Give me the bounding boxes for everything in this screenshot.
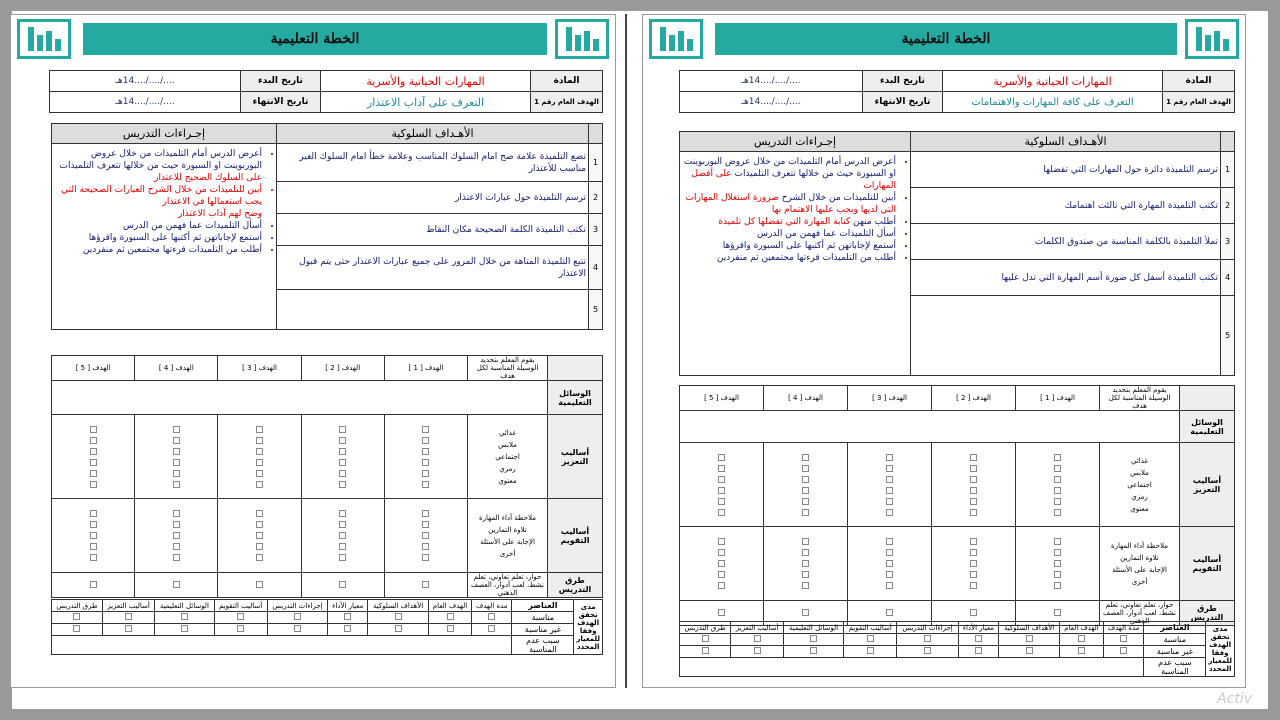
checkbox[interactable]: [339, 426, 346, 433]
info-table: [49, 70, 603, 113]
goal-col-header: الهدف [ 4 ]: [764, 386, 848, 411]
goal-col-header: الهدف [ 2 ]: [301, 356, 384, 381]
end-date-value[interactable]: ..../..../....14هـ: [50, 92, 241, 113]
checkbox[interactable]: [970, 476, 977, 483]
goal-item: ترسم التلميذة حول عبارات الاعتذار: [277, 182, 589, 214]
procedure-item: • أسأل التلميذات عما فهمن من الدرس: [54, 220, 262, 232]
checkbox[interactable]: [867, 647, 874, 654]
checkbox[interactable]: [1054, 476, 1061, 483]
criteria-col: أساليب التعزيز: [731, 622, 784, 634]
checkbox[interactable]: [1026, 647, 1033, 654]
checkbox[interactable]: [886, 498, 893, 505]
start-date-value[interactable]: ..../..../....14هـ: [50, 71, 241, 92]
procedure-item: • أسأل التلميذات عما فهمن من الدرس: [682, 228, 896, 240]
checkbox[interactable]: [73, 613, 80, 620]
subject-label: المادة: [1163, 71, 1235, 92]
checkbox[interactable]: [1120, 647, 1127, 654]
criteria-col: الأهداف السلوكية: [998, 622, 1059, 634]
criteria-table: [51, 599, 603, 655]
page-title: الخطة التعليمية: [83, 23, 547, 55]
checkbox[interactable]: [344, 613, 351, 620]
criteria-col: أساليب التقويم: [843, 622, 897, 634]
checkbox[interactable]: [886, 549, 893, 556]
checkbox[interactable]: [90, 521, 97, 528]
criteria-col: إجراءات التدريس: [267, 600, 328, 612]
logo-icon: [1185, 19, 1239, 59]
checkbox[interactable]: [970, 454, 977, 461]
procedure-item: • أعرض الدرس أمام التلميذات من خلال عروض البوربوينت او السبورة حيث من خلالها تتعرف التلميذات على أفضل المهارات: [682, 156, 896, 192]
eval-row-label: أساليب التقويم: [1180, 527, 1235, 601]
checkbox[interactable]: [718, 487, 725, 494]
watermark-text: Activ: [1217, 691, 1252, 707]
goals-table: الأهـداف السلوكية إجـراءات التدريس 1 تضع التلميذة علامة صح امام السلوك المناسب وعلامة خطأ امام السلوك الغير مناسب للأعتذار • أعرض الدرس أمام التلميذات من خلال عروض البوربوينت او السبورة حيث من خلالها تتعرف التلميذات على السلوك الصحيح للاعتذار • أبين للتلميذات من خلال الشرح العبارات الصحيحة التي يجب استعمالها في الاعتذار وضح لهم آداب الاعتذار • أسأل التلميذات عما فهمن من الدرس • أستمع لإجاباتهن ثم أكتبها على السبورة واقرؤها • أطلب من التلميذات قرءتها مجتمعين ثم منفردين 2 ترسم التلميذة حول عبارات الاعتذار 3 تكتب التلميذة الكلمة الصحيحة مكان النقاط 4 تتبع التلميذة المتاهة من خلال المرور على جميع عبارات الاعتذار حتى يتم قبول الاعتذار 5: [51, 123, 603, 330]
checkbox[interactable]: [344, 625, 351, 632]
checkbox[interactable]: [256, 510, 263, 517]
checkbox[interactable]: [970, 509, 977, 516]
checkbox[interactable]: [886, 609, 893, 616]
checkbox[interactable]: [173, 510, 180, 517]
checkbox[interactable]: [256, 554, 263, 561]
criteria-header: العناصر: [512, 600, 574, 612]
criteria-side-label: مدى تحقق الهدف وفقا للمعيار المحدد: [1206, 622, 1235, 677]
goal-item: تكتب التلميذة أسفل كل صورة أسم المهارة التي تدل عليها: [911, 260, 1221, 296]
checkbox[interactable]: [886, 476, 893, 483]
criteria-col: الوسائل التعليمية: [784, 622, 844, 634]
checkbox[interactable]: [422, 532, 429, 539]
checkbox[interactable]: [886, 560, 893, 567]
checkbox[interactable]: [1054, 609, 1061, 616]
checkbox[interactable]: [422, 581, 429, 588]
procedure-item: • أطلب من التلميذات قرءتها مجتمعين ثم منفردين: [682, 252, 896, 264]
checkbox[interactable]: [886, 454, 893, 461]
methods-row-label: طرق التدريس: [548, 573, 603, 598]
goals-header: الأهـداف السلوكية: [277, 124, 589, 144]
methods-text: حوار، تعلم تعاوني، تعلم نشط، لعب أدوار، العصف الذهني: [468, 573, 548, 598]
grid-corner-note: يقوم المعلم بتحديد الوسيلة المناسبة لكل هدف: [468, 356, 548, 381]
checkbox[interactable]: [1078, 635, 1085, 642]
checkbox[interactable]: [90, 581, 97, 588]
checkbox[interactable]: [422, 437, 429, 444]
criteria-col: مدة الهدف: [1103, 622, 1144, 634]
checkbox[interactable]: [810, 647, 817, 654]
checkbox[interactable]: [970, 560, 977, 567]
checkbox[interactable]: [90, 532, 97, 539]
checkbox[interactable]: [970, 465, 977, 472]
end-date-label: تاريخ الانتهاء: [863, 92, 943, 113]
evaluation-grid: [51, 355, 603, 598]
checkbox[interactable]: [173, 521, 180, 528]
checkbox[interactable]: [802, 454, 809, 461]
procedure-item: • أطلب من التلميذات قرءتها مجتمعين ثم منفردين: [54, 244, 262, 256]
checkbox[interactable]: [90, 448, 97, 455]
checkbox[interactable]: [970, 609, 977, 616]
checkbox[interactable]: [718, 465, 725, 472]
goal-label: الهدف العام رقم 1: [531, 92, 603, 113]
goal-col-header: الهدف [ 3 ]: [218, 356, 301, 381]
start-date-label: تاريخ البدء: [863, 71, 943, 92]
checkbox[interactable]: [339, 543, 346, 550]
checkbox[interactable]: [970, 571, 977, 578]
checkbox[interactable]: [1054, 509, 1061, 516]
criteria-col: مدة الهدف: [472, 600, 512, 612]
procedure-item: • أستمع لإجاباتهن ثم أكتبها على السبورة واقرؤها: [54, 232, 262, 244]
checkbox[interactable]: [256, 470, 263, 477]
checkbox[interactable]: [173, 437, 180, 444]
goal-item: [277, 290, 589, 330]
checkbox[interactable]: [1054, 454, 1061, 461]
checkbox[interactable]: [256, 581, 263, 588]
goal-item: تتبع التلميذة المتاهة من خلال المرور على جميع عبارات الاعتذار حتى يتم قبول الاعتذار: [277, 246, 589, 290]
checkbox[interactable]: [754, 635, 761, 642]
logo-icon: [17, 19, 71, 59]
start-date-value[interactable]: ..../..../....14هـ: [680, 71, 863, 92]
checkbox[interactable]: [90, 543, 97, 550]
reinforce-row-label: أساليب التعزيز: [548, 415, 603, 499]
plan-page-left: [10, 14, 616, 688]
criteria-header: العناصر: [1144, 622, 1206, 634]
goals-table: الأهـداف السلوكية إجـراءات التدريس 1 ترسم التلميذة دائرة حول المهارات التي تفضلها • أعرض الدرس أمام التلميذات من خلال عروض البوربوينت او السبورة حيث من خلالها تتعرف التلميذات على أفضل المهارات • أبين للتلميذات من خلال الشرح ضرورة استغلال المهارات التي لديها ويجب عليها الاهتمام بها • أطلب منهن كتابة المهارة التي تفضلها كل تلميذة • أسأل التلميذات عما فهمن من الدرس • أستمع لإجاباتهن ثم أكتبها على السبورة واقرؤها • أطلب من التلميذات قرءتها مجتمعين ثم منفردين 2 تكتب التلميذة المهارة التي تالئت اهتمامك 3 تملأ التلميذة بالكلمة المناسبة من صندوق الكلمات 4 تكتب التلميذة أسفل كل صورة أسم المهارة التي تدل عليها 5: [679, 131, 1235, 376]
checkbox[interactable]: [181, 625, 188, 632]
checkbox[interactable]: [422, 470, 429, 477]
goal-value: التعرف على آداب الاعتذار: [321, 92, 531, 113]
info-table: [679, 70, 1235, 113]
checkbox[interactable]: [802, 549, 809, 556]
checkbox[interactable]: [970, 487, 977, 494]
checkbox[interactable]: [90, 426, 97, 433]
end-date-label: تاريخ الانتهاء: [241, 92, 321, 113]
checkbox[interactable]: [802, 571, 809, 578]
checkbox[interactable]: [924, 635, 931, 642]
checkbox[interactable]: [173, 581, 180, 588]
procedures-list: [52, 144, 277, 330]
goal-col-header: الهدف [ 3 ]: [848, 386, 932, 411]
checkbox[interactable]: [339, 521, 346, 528]
procedures-header: إجـراءات التدريس: [680, 132, 911, 152]
checkbox[interactable]: [1054, 538, 1061, 545]
checkbox[interactable]: [867, 635, 874, 642]
criteria-col: أساليب التعزيز: [102, 600, 154, 612]
page-title: الخطة التعليمية: [715, 23, 1177, 55]
checkbox[interactable]: [1078, 647, 1085, 654]
criteria-col: أساليب التقويم: [214, 600, 267, 612]
subject-label: المادة: [531, 71, 603, 92]
checkbox[interactable]: [802, 609, 809, 616]
checkbox[interactable]: [256, 459, 263, 466]
checkbox[interactable]: [886, 582, 893, 589]
criteria-row: غير مناسبة: [512, 624, 574, 636]
checkbox[interactable]: [718, 476, 725, 483]
eval-row-label: أساليب التقويم: [548, 499, 603, 573]
checkbox[interactable]: [447, 613, 454, 620]
checkbox[interactable]: [1054, 498, 1061, 505]
checkbox[interactable]: [1120, 635, 1127, 642]
checkbox[interactable]: [718, 609, 725, 616]
goal-col-header: الهدف [ 1 ]: [1016, 386, 1100, 411]
procedures-list: [680, 152, 911, 376]
checkbox[interactable]: [886, 538, 893, 545]
checkbox[interactable]: [339, 510, 346, 517]
checkbox[interactable]: [256, 448, 263, 455]
checkbox[interactable]: [718, 571, 725, 578]
criteria-col: إجراءات التدريس: [897, 622, 958, 634]
checkbox[interactable]: [90, 554, 97, 561]
checkbox[interactable]: [802, 582, 809, 589]
checkbox[interactable]: [90, 470, 97, 477]
criteria-col: طرق التدريس: [680, 622, 731, 634]
checkbox[interactable]: [970, 582, 977, 589]
checkbox[interactable]: [970, 538, 977, 545]
checkbox[interactable]: [802, 465, 809, 472]
checkbox[interactable]: [237, 613, 244, 620]
checkbox[interactable]: [422, 543, 429, 550]
checkbox[interactable]: [173, 481, 180, 488]
goal-item: تملأ التلميذة بالكلمة المناسبة من صندوق الكلمات: [911, 224, 1221, 260]
procedure-item: • أبين للتلميذات من خلال الشرح العبارات الصحيحة التي يجب استعمالها في الاعتذار: [54, 184, 262, 208]
checkbox[interactable]: [125, 625, 132, 632]
checkbox[interactable]: [488, 613, 495, 620]
checkbox[interactable]: [718, 549, 725, 556]
criteria-col: الهدف العام: [428, 600, 471, 612]
checkbox[interactable]: [702, 647, 709, 654]
checkbox[interactable]: [975, 635, 982, 642]
checkbox[interactable]: [886, 509, 893, 516]
checkbox[interactable]: [970, 498, 977, 505]
logo-icon: [649, 19, 703, 59]
checkbox[interactable]: [718, 582, 725, 589]
criteria-row: مناسبة: [1144, 634, 1206, 646]
evaluation-grid: [679, 385, 1235, 626]
checkbox[interactable]: [90, 481, 97, 488]
checkbox[interactable]: [294, 625, 301, 632]
grid-corner-note: يقوم المعلم بتحديد الوسيلة المناسبة لكل هدف: [1100, 386, 1180, 411]
checkbox[interactable]: [90, 510, 97, 517]
methods-text: حوار، تعلم تعاوني، تعلم نشط، لعب أدوار، العصف الذهني: [1100, 601, 1180, 626]
checkbox[interactable]: [802, 509, 809, 516]
checkbox[interactable]: [294, 613, 301, 620]
procedure-item: • أستمع لإجاباتهن ثم أكتبها على السبورة واقرؤها: [682, 240, 896, 252]
subject-value: المهارات الحياتية والأسرية: [321, 71, 531, 92]
checkbox[interactable]: [173, 532, 180, 539]
start-date-label: تاريخ البدء: [241, 71, 321, 92]
goals-header: الأهـداف السلوكية: [911, 132, 1221, 152]
checkbox[interactable]: [718, 538, 725, 545]
checkbox[interactable]: [447, 625, 454, 632]
plan-page-right: [642, 14, 1246, 688]
checkbox[interactable]: [256, 426, 263, 433]
checkbox[interactable]: [173, 426, 180, 433]
criteria-col: الأهداف السلوكية: [368, 600, 429, 612]
checkbox[interactable]: [256, 521, 263, 528]
goal-col-header: الهدف [ 4 ]: [135, 356, 218, 381]
checkbox[interactable]: [422, 481, 429, 488]
checkbox[interactable]: [702, 635, 709, 642]
criteria-table: [679, 621, 1235, 677]
checkbox[interactable]: [802, 498, 809, 505]
checkbox[interactable]: [422, 459, 429, 466]
media-row-label: الوسائل التعليمية: [1180, 411, 1235, 443]
procedures-header: إجـراءات التدريس: [52, 124, 277, 144]
eval-list: ملاحظة أداء المهارة تلاوة التمارين الإجابة على الأسئلة أخرى: [468, 499, 548, 573]
checkbox[interactable]: [718, 509, 725, 516]
reinforce-row-label: أساليب التعزيز: [1180, 443, 1235, 527]
criteria-row: غير مناسبة: [1144, 646, 1206, 658]
checkbox[interactable]: [395, 625, 402, 632]
checkbox[interactable]: [339, 532, 346, 539]
checkbox[interactable]: [339, 470, 346, 477]
checkbox[interactable]: [256, 532, 263, 539]
checkbox[interactable]: [1054, 571, 1061, 578]
end-date-value[interactable]: ..../..../....14هـ: [680, 92, 863, 113]
goal-item: تكتب التلميذة المهارة التي تالئت اهتمامك: [911, 188, 1221, 224]
checkbox[interactable]: [802, 538, 809, 545]
criteria-col: الهدف العام: [1060, 622, 1104, 634]
checkbox[interactable]: [488, 625, 495, 632]
checkbox[interactable]: [90, 437, 97, 444]
checkbox[interactable]: [339, 554, 346, 561]
methods-row-label: طرق التدريس: [1180, 601, 1235, 626]
checkbox[interactable]: [1054, 487, 1061, 494]
checkbox[interactable]: [754, 647, 761, 654]
media-row-label: الوسائل التعليمية: [548, 381, 603, 415]
checkbox[interactable]: [970, 549, 977, 556]
checkbox[interactable]: [73, 625, 80, 632]
criteria-col: طرق التدريس: [52, 600, 103, 612]
checkbox[interactable]: [339, 481, 346, 488]
goal-value: التعرف على كافة المهارات والاهتمامات: [943, 92, 1163, 113]
criteria-col: معيار الأداء: [328, 600, 368, 612]
checkbox[interactable]: [1054, 549, 1061, 556]
checkbox[interactable]: [422, 554, 429, 561]
checkbox[interactable]: [802, 476, 809, 483]
checkbox[interactable]: [886, 487, 893, 494]
checkbox[interactable]: [173, 554, 180, 561]
checkbox[interactable]: [181, 613, 188, 620]
checkbox[interactable]: [1054, 582, 1061, 589]
procedure-item: • أطلب منهن كتابة المهارة التي تفضلها كل تلميذة: [682, 216, 896, 228]
goal-col-header: الهدف [ 1 ]: [384, 356, 467, 381]
reinforce-list: غذائي ملابس اجتماعي رمزي معنوي: [1100, 443, 1180, 527]
goal-label: الهدف العام رقم 1: [1163, 92, 1235, 113]
criteria-col: الوسائل التعليمية: [155, 600, 214, 612]
checkbox[interactable]: [173, 470, 180, 477]
checkbox[interactable]: [1054, 560, 1061, 567]
checkbox[interactable]: [90, 459, 97, 466]
procedure-item: • أبين للتلميذات من خلال الشرح ضرورة استغلال المهارات التي لديها ويجب عليها الاهتمام بها: [682, 192, 896, 216]
goal-item: [911, 296, 1221, 376]
checkbox[interactable]: [339, 437, 346, 444]
checkbox[interactable]: [422, 448, 429, 455]
criteria-side-label: مدى تحقق الهدف وفقا للمعيار المحدد: [574, 600, 603, 655]
checkbox[interactable]: [125, 613, 132, 620]
checkbox[interactable]: [256, 543, 263, 550]
procedure-item: • أعرض الدرس أمام التلميذات من خلال عروض البوربوينت او السبورة حيث من خلالها تتعرف التلميذات على السلوك الصحيح للاعتذار: [54, 148, 262, 184]
goal-col-header: الهدف [ 5 ]: [680, 386, 764, 411]
goal-item: ترسم التلميذة دائرة حول المهارات التي تفضلها: [911, 152, 1221, 188]
checkbox[interactable]: [173, 448, 180, 455]
checkbox[interactable]: [718, 454, 725, 461]
checkbox[interactable]: [422, 510, 429, 517]
procedure-item: وضح لهم آداب الاعتذار: [177, 209, 262, 219]
checkbox[interactable]: [237, 625, 244, 632]
goal-col-header: الهدف [ 5 ]: [52, 356, 135, 381]
checkbox[interactable]: [802, 487, 809, 494]
checkbox[interactable]: [1054, 465, 1061, 472]
checkbox[interactable]: [802, 560, 809, 567]
checkbox[interactable]: [422, 426, 429, 433]
criteria-row: سبب عدم المناسبة: [1144, 658, 1206, 677]
logo-icon: [555, 19, 609, 59]
checkbox[interactable]: [810, 635, 817, 642]
subject-value: المهارات الحياتية والأسرية: [943, 71, 1163, 92]
checkbox[interactable]: [256, 437, 263, 444]
checkbox[interactable]: [395, 613, 402, 620]
checkbox[interactable]: [886, 571, 893, 578]
criteria-row: مناسبة: [512, 612, 574, 624]
checkbox[interactable]: [1026, 635, 1033, 642]
criteria-row: سبب عدم المناسبة: [512, 636, 574, 655]
criteria-col: معيار الأداء: [958, 622, 998, 634]
page-divider: [625, 14, 627, 688]
goal-item: تكتب التلميذة الكلمة الصحيحة مكان النقاط: [277, 214, 589, 246]
checkbox[interactable]: [339, 459, 346, 466]
checkbox[interactable]: [173, 459, 180, 466]
checkbox[interactable]: [886, 465, 893, 472]
checkbox[interactable]: [718, 498, 725, 505]
goal-item: تضع التلميذة علامة صح امام السلوك المناسب وعلامة خطأ امام السلوك الغير مناسب للأعتذار: [277, 144, 589, 182]
checkbox[interactable]: [339, 448, 346, 455]
checkbox[interactable]: [339, 581, 346, 588]
checkbox[interactable]: [256, 481, 263, 488]
goal-col-header: الهدف [ 2 ]: [932, 386, 1016, 411]
checkbox[interactable]: [924, 647, 931, 654]
eval-list: ملاحظة أداء المهارة تلاوة التمارين الإجابة على الأسئلة أخرى: [1100, 527, 1180, 601]
checkbox[interactable]: [975, 647, 982, 654]
checkbox[interactable]: [422, 521, 429, 528]
checkbox[interactable]: [718, 560, 725, 567]
checkbox[interactable]: [173, 543, 180, 550]
reinforce-list: غذائي ملابس اجتماعي رمزي معنوي: [468, 415, 548, 499]
